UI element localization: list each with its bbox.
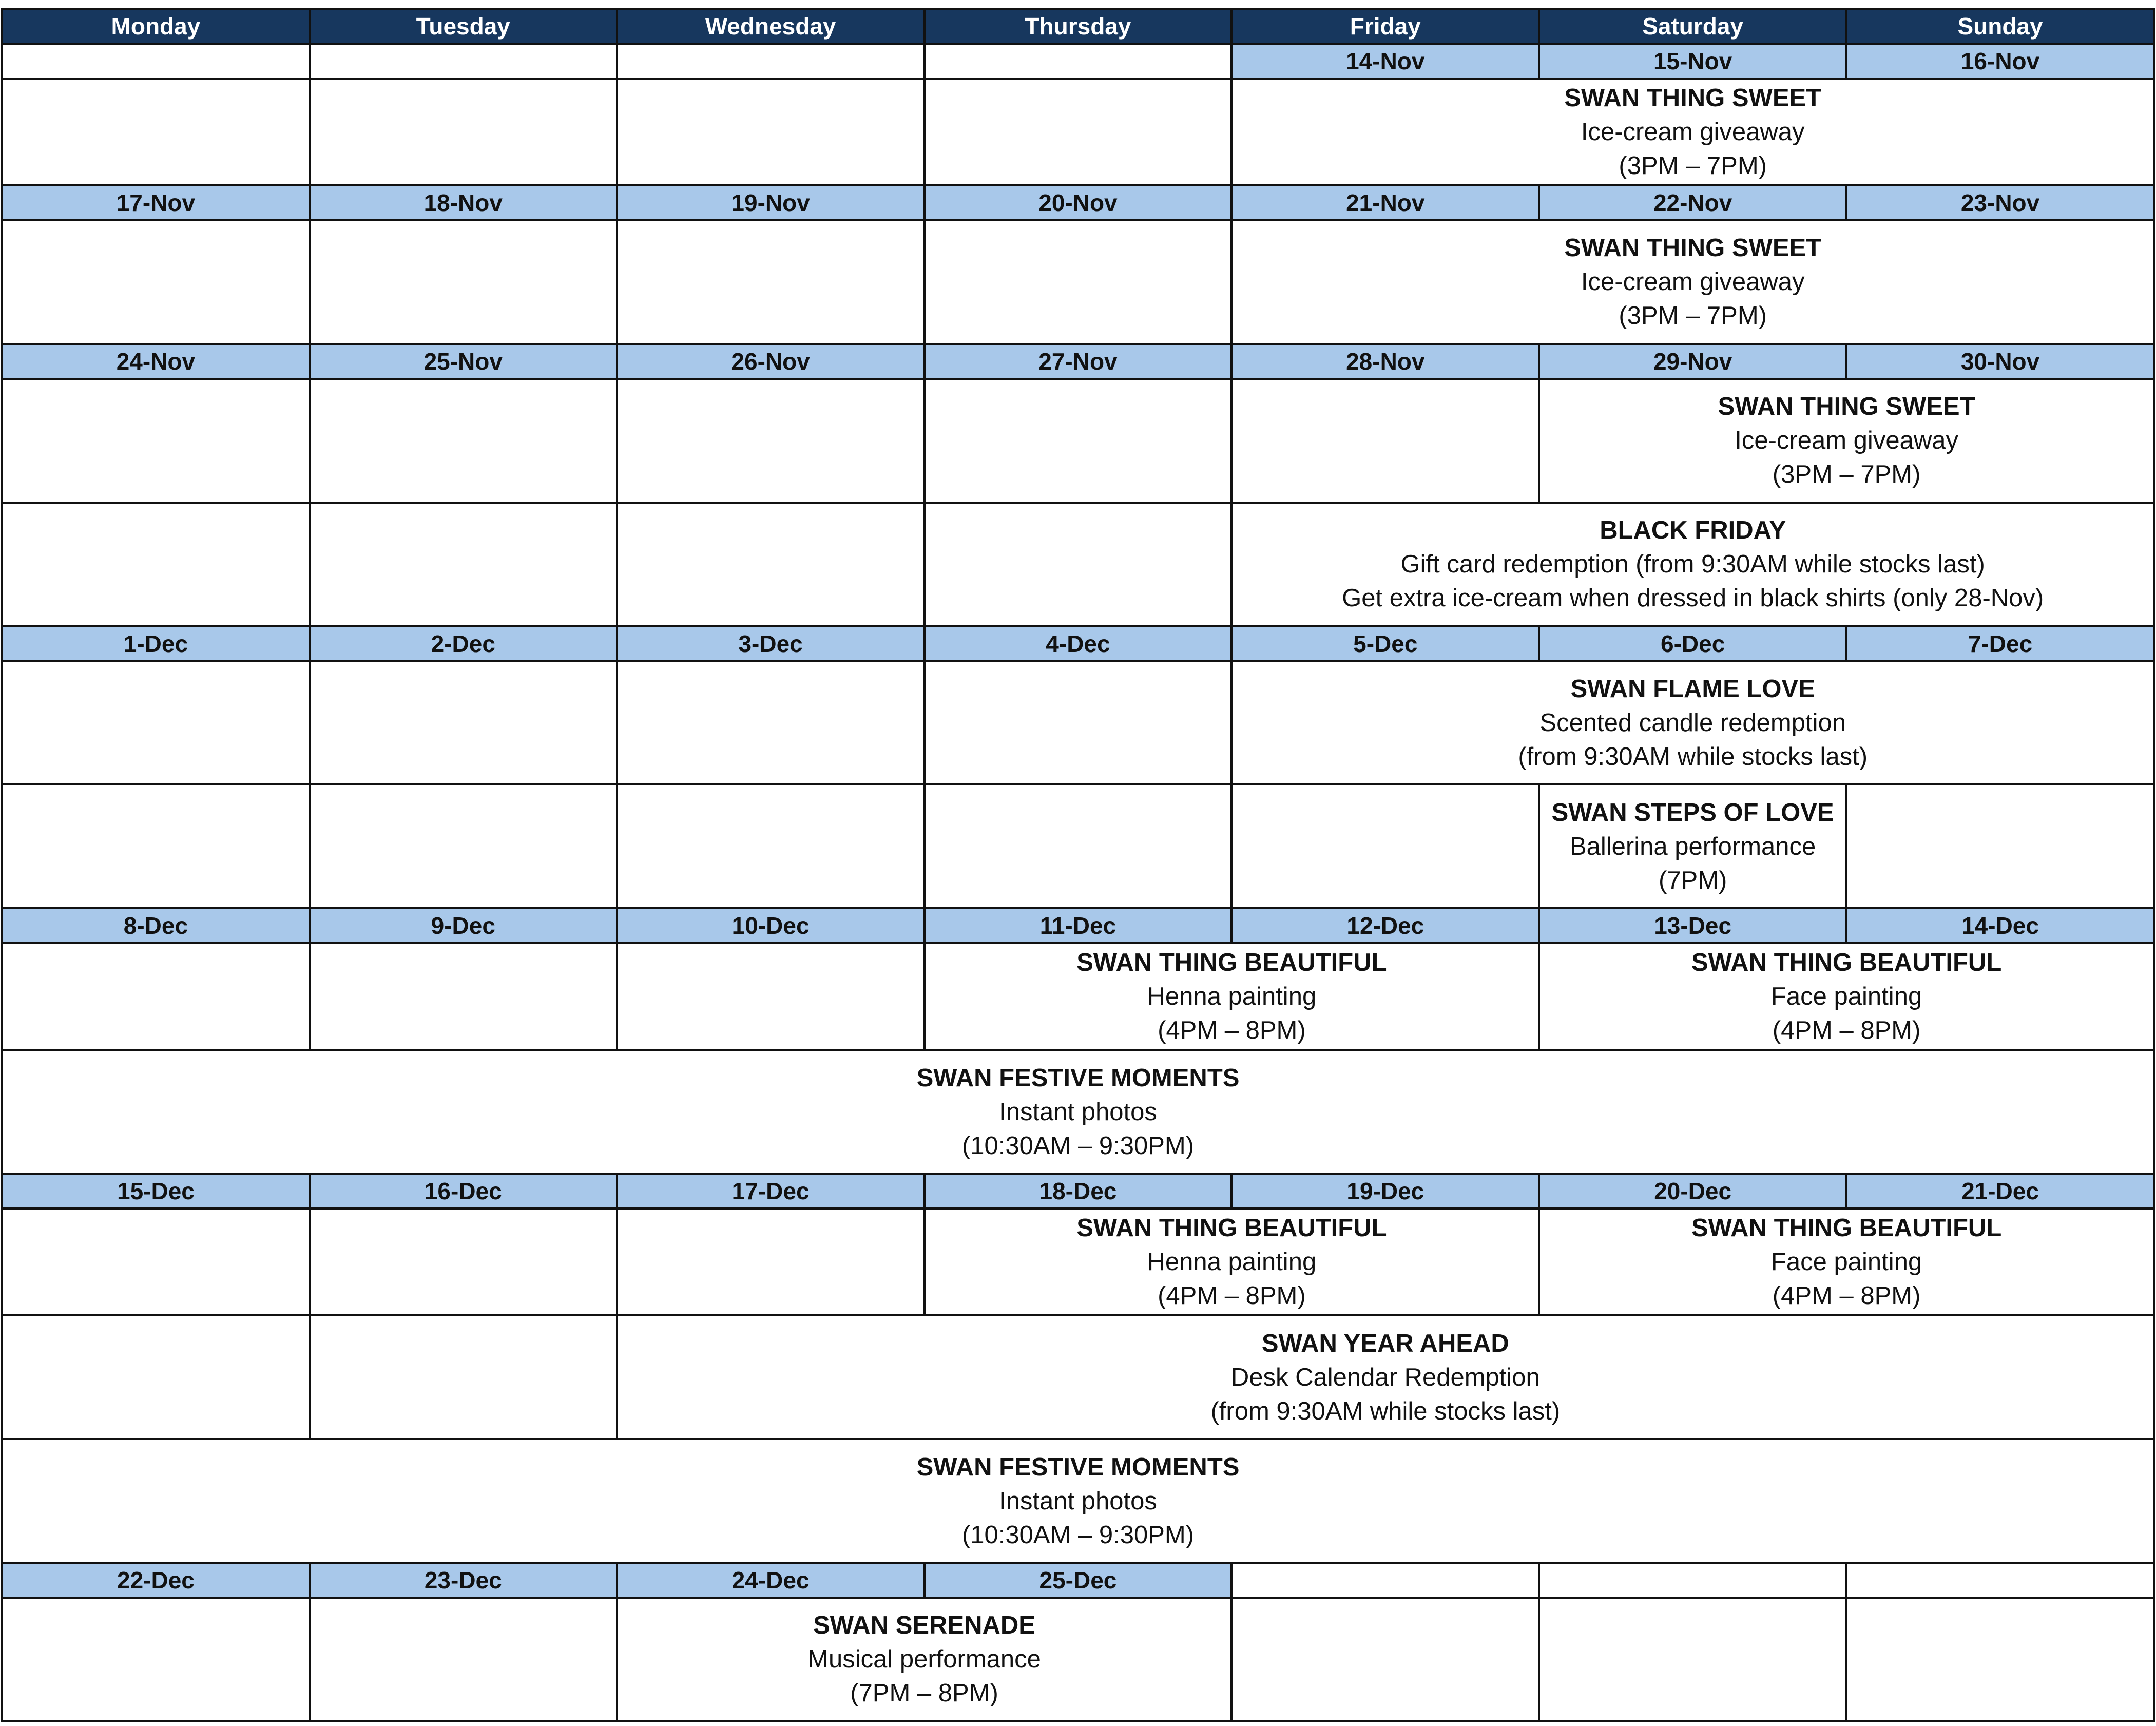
date-cell: 25-Nov: [310, 344, 617, 379]
date-cell: 24-Dec: [617, 1563, 925, 1598]
event-cell: [925, 1209, 1539, 1315]
event-cell: [617, 1598, 1232, 1721]
week-event-row: [2, 1050, 2154, 1174]
event-detail: (from 9:30AM while stocks last): [1210, 1397, 1561, 1425]
event-title: SWAN FESTIVE MOMENTS: [916, 1064, 1240, 1092]
event-detail: Musical performance: [807, 1645, 1041, 1674]
event-time: (3PM – 7PM): [1772, 461, 1921, 489]
event-detail: Ice-cream giveaway: [1581, 268, 1805, 296]
event-time: (10:30AM – 9:30PM): [961, 1132, 1195, 1160]
week-event-row: [2, 1209, 2154, 1315]
date-cell: 21-Dec: [1846, 1174, 2154, 1209]
empty-cell: [617, 1209, 925, 1315]
event-cell: [1539, 379, 2154, 503]
event-title: SWAN THING BEAUTIFUL: [1691, 949, 2002, 977]
event-cell: [617, 1315, 2154, 1439]
event-title: SWAN THING SWEET: [1564, 84, 1822, 112]
empty-cell: [1846, 1598, 2154, 1721]
empty-cell: [925, 220, 1232, 344]
event-title: SWAN THING BEAUTIFUL: [1076, 949, 1387, 977]
date-cell: 7-Dec: [1846, 626, 2154, 661]
event-cell: [1539, 1209, 2154, 1315]
day-sunday: Sunday: [1846, 9, 2154, 44]
event-title: BLACK FRIDAY: [1600, 516, 1786, 545]
week-date-row: [2, 344, 2154, 379]
empty-cell: [1539, 1598, 1846, 1721]
date-cell: 24-Nov: [2, 344, 310, 379]
event-title: SWAN SERENADE: [813, 1612, 1035, 1640]
empty-cell: [925, 379, 1232, 503]
date-cell-empty: [310, 44, 617, 79]
date-cell-empty: [1846, 1563, 2154, 1598]
event-time: (4PM – 8PM): [1158, 1017, 1306, 1045]
event-cell: [925, 943, 1539, 1050]
empty-cell: [925, 661, 1232, 785]
empty-cell: [2, 943, 310, 1050]
event-detail: Get extra ice-cream when dressed in black shirts (only 28-Nov): [1342, 584, 2044, 612]
event-cell: [1231, 220, 2154, 344]
empty-cell: [2, 784, 310, 908]
empty-cell: [310, 784, 617, 908]
date-cell: 15-Dec: [2, 1174, 310, 1209]
empty-cell: [310, 1315, 617, 1439]
empty-cell: [617, 503, 925, 626]
event-title: SWAN FLAME LOVE: [1570, 675, 1815, 703]
date-cell: 17-Nov: [2, 185, 310, 220]
date-cell: 1-Dec: [2, 626, 310, 661]
event-title: SWAN THING BEAUTIFUL: [1691, 1214, 2002, 1242]
empty-cell: [617, 943, 925, 1050]
week-date-row: [2, 185, 2154, 220]
date-cell-empty: [925, 44, 1232, 79]
week-event-row: [2, 784, 2154, 908]
empty-cell: [2, 1315, 310, 1439]
event-detail: Instant photos: [999, 1487, 1157, 1515]
empty-cell: [310, 1209, 617, 1315]
date-cell: 19-Dec: [1231, 1174, 1539, 1209]
date-cell-empty: [1231, 1563, 1539, 1598]
date-cell: 30-Nov: [1846, 344, 2154, 379]
empty-cell: [617, 784, 925, 908]
date-cell: 16-Dec: [310, 1174, 617, 1209]
empty-cell: [617, 79, 925, 185]
date-cell: 17-Dec: [617, 1174, 925, 1209]
empty-cell: [310, 379, 617, 503]
event-cell: [1231, 661, 2154, 785]
date-cell: 19-Nov: [617, 185, 925, 220]
empty-cell: [310, 661, 617, 785]
empty-cell: [1231, 379, 1539, 503]
event-detail: Ice-cream giveaway: [1735, 427, 1958, 455]
week-date-row: [2, 1174, 2154, 1209]
week-event-row: [2, 379, 2154, 503]
event-cell: [1231, 503, 2154, 626]
week-event-row: [2, 1598, 2154, 1721]
date-cell: 27-Nov: [925, 344, 1232, 379]
week-date-row: [2, 44, 2154, 79]
event-detail: Gift card redemption (from 9:30AM while stocks last): [1400, 550, 1985, 579]
week-event-row: [2, 1315, 2154, 1439]
empty-cell: [310, 503, 617, 626]
empty-cell: [617, 379, 925, 503]
date-cell: 18-Nov: [310, 185, 617, 220]
empty-cell: [2, 79, 310, 185]
event-title: SWAN THING BEAUTIFUL: [1076, 1214, 1387, 1242]
event-cell: [1539, 943, 2154, 1050]
empty-cell: [1231, 784, 1539, 908]
empty-cell: [925, 503, 1232, 626]
event-cell: [1539, 784, 1846, 908]
date-cell: 6-Dec: [1539, 626, 1846, 661]
day-header-row: [2, 9, 2154, 44]
day-tuesday: Tuesday: [310, 9, 617, 44]
event-detail: Ice-cream giveaway: [1581, 118, 1805, 146]
event-time: (10:30AM – 9:30PM): [961, 1521, 1195, 1549]
event-title: SWAN YEAR AHEAD: [1261, 1329, 1509, 1357]
date-cell: 18-Dec: [925, 1174, 1232, 1209]
date-cell: 20-Nov: [925, 185, 1232, 220]
empty-cell: [2, 1598, 310, 1721]
date-cell: 22-Dec: [2, 1563, 310, 1598]
event-detail: Face painting: [1771, 1248, 1922, 1276]
day-monday: Monday: [2, 9, 310, 44]
week-date-row: [2, 626, 2154, 661]
date-cell: 10-Dec: [617, 908, 925, 943]
empty-cell: [617, 661, 925, 785]
date-cell: 21-Nov: [1231, 185, 1539, 220]
event-time: (4PM – 8PM): [1772, 1017, 1921, 1045]
day-saturday: Saturday: [1539, 9, 1846, 44]
event-detail: Henna painting: [1147, 1248, 1317, 1276]
event-time: (3PM – 7PM): [1619, 151, 1767, 180]
week-event-row: [2, 661, 2154, 785]
date-cell: 23-Dec: [310, 1563, 617, 1598]
empty-cell: [2, 1209, 310, 1315]
event-detail: (from 9:30AM while stocks last): [1518, 742, 1868, 771]
empty-cell: [617, 220, 925, 344]
event-time: (3PM – 7PM): [1619, 302, 1767, 330]
date-cell: 3-Dec: [617, 626, 925, 661]
empty-cell: [310, 79, 617, 185]
date-cell: 26-Nov: [617, 344, 925, 379]
date-cell: 29-Nov: [1539, 344, 1846, 379]
event-title: SWAN FESTIVE MOMENTS: [916, 1453, 1240, 1481]
event-cell: [1231, 79, 2154, 185]
event-title: SWAN THING SWEET: [1718, 393, 1975, 421]
event-time: (4PM – 8PM): [1158, 1282, 1306, 1310]
date-cell: 28-Nov: [1231, 344, 1539, 379]
week-event-row: [2, 943, 2154, 1050]
date-cell: 15-Nov: [1539, 44, 1846, 79]
week-event-row: [2, 79, 2154, 185]
date-cell-empty: [2, 44, 310, 79]
event-detail: Face painting: [1771, 983, 1922, 1011]
date-cell: 20-Dec: [1539, 1174, 1846, 1209]
week-date-row: [2, 908, 2154, 943]
date-cell: 22-Nov: [1539, 185, 1846, 220]
day-thursday: Thursday: [925, 9, 1232, 44]
date-cell: 5-Dec: [1231, 626, 1539, 661]
date-cell-empty: [1539, 1563, 1846, 1598]
date-cell: 9-Dec: [310, 908, 617, 943]
event-detail: Scented candle redemption: [1539, 708, 1846, 737]
empty-cell: [2, 379, 310, 503]
week-event-row: [2, 220, 2154, 344]
event-time: (7PM): [1658, 866, 1727, 894]
day-friday: Friday: [1231, 9, 1539, 44]
date-cell-empty: [617, 44, 925, 79]
event-detail: Henna painting: [1147, 983, 1317, 1011]
event-detail: Ballerina performance: [1569, 832, 1816, 860]
empty-cell: [925, 79, 1232, 185]
empty-cell: [2, 661, 310, 785]
event-time: (7PM – 8PM): [850, 1679, 998, 1708]
event-title: SWAN STEPS OF LOVE: [1551, 798, 1834, 827]
date-cell: 8-Dec: [2, 908, 310, 943]
date-cell: 14-Dec: [1846, 908, 2154, 943]
empty-cell: [2, 503, 310, 626]
week-event-row: [2, 1439, 2154, 1563]
week-date-row: [2, 1563, 2154, 1598]
empty-cell: [310, 220, 617, 344]
empty-cell: [2, 220, 310, 344]
empty-cell: [925, 784, 1232, 908]
empty-cell: [1846, 784, 2154, 908]
date-cell: 25-Dec: [925, 1563, 1232, 1598]
date-cell: 23-Nov: [1846, 185, 2154, 220]
date-cell: 2-Dec: [310, 626, 617, 661]
date-cell: 16-Nov: [1846, 44, 2154, 79]
day-wednesday: Wednesday: [617, 9, 925, 44]
event-detail: Instant photos: [999, 1098, 1157, 1126]
event-calendar: [1, 8, 2155, 1722]
week-event-row: [2, 503, 2154, 626]
event-cell: [2, 1050, 2154, 1174]
date-cell: 14-Nov: [1231, 44, 1539, 79]
empty-cell: [1231, 1598, 1539, 1721]
event-title: SWAN THING SWEET: [1564, 234, 1822, 262]
empty-cell: [310, 1598, 617, 1721]
date-cell: 12-Dec: [1231, 908, 1539, 943]
date-cell: 11-Dec: [925, 908, 1232, 943]
date-cell: 4-Dec: [925, 626, 1232, 661]
date-cell: 13-Dec: [1539, 908, 1846, 943]
event-cell: [2, 1439, 2154, 1563]
event-detail: Desk Calendar Redemption: [1230, 1363, 1540, 1391]
empty-cell: [310, 943, 617, 1050]
event-time: (4PM – 8PM): [1772, 1282, 1921, 1310]
